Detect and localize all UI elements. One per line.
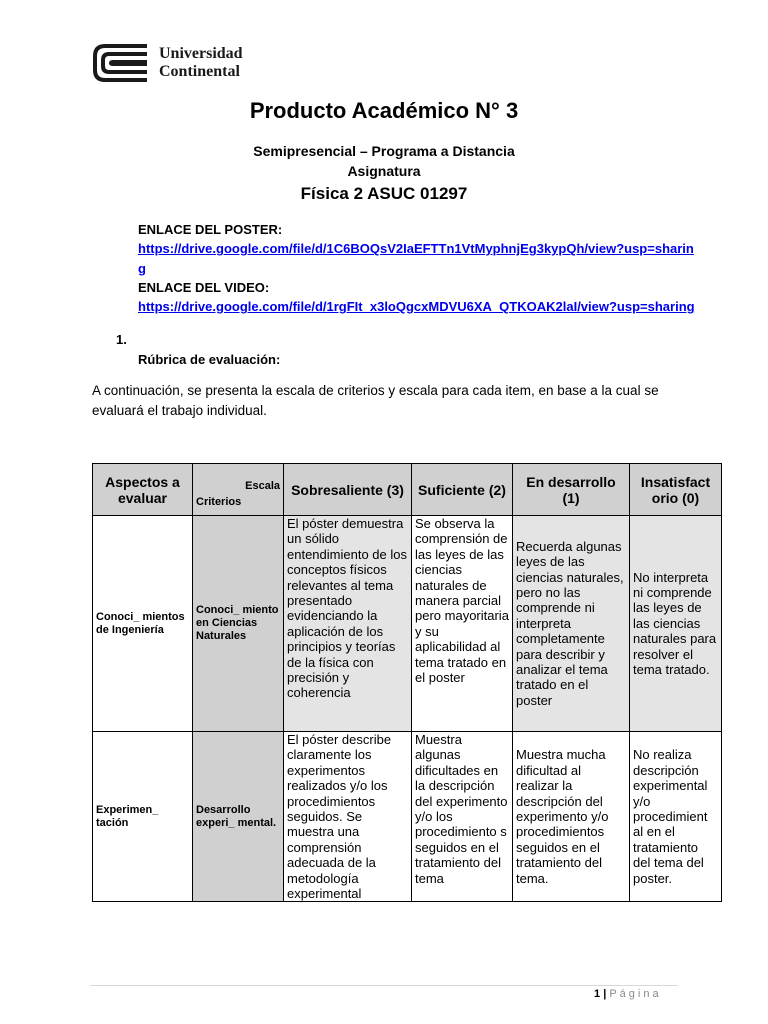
course-name: Física 2 ASUC 01297 — [300, 184, 468, 203]
row-criterion: Conoci_ miento en Ciencias Naturales — [193, 516, 284, 732]
cell-suficiente: Se observa la comprensión de las leyes de las ciencias naturales de manera parcial pero mayoritaria y su aplicabilidad al tema tratado en el poster — [412, 516, 513, 732]
cell-insatisfactorio: No realiza descripción experimental y/o procedimient al en el tratamiento del tema del poster. — [630, 732, 722, 902]
logo-line-2: Continental — [159, 63, 240, 80]
header-insatisfactorio: Insatisfact orio (0) — [630, 464, 722, 516]
university-logo — [91, 42, 251, 84]
subtitle-asignatura: Asignatura — [347, 163, 421, 179]
rubric-table — [92, 463, 722, 902]
header-en-desarrollo: En desarrollo (1) — [513, 464, 630, 516]
row-criterion: Desarrollo experi_ mental. — [193, 732, 284, 902]
header-scale: Escala — [245, 479, 280, 492]
poster-link-label: ENLACE DEL POSTER: — [138, 222, 283, 237]
video-link-label: ENLACE DEL VIDEO: — [138, 279, 270, 295]
university-logo-icon — [91, 42, 151, 84]
page-separator: | — [603, 988, 607, 1000]
header-sobresaliente: Sobresaliente (3) — [284, 464, 412, 516]
header-scale-criteria — [193, 464, 284, 516]
table-row — [93, 516, 722, 732]
header-criteria: Criterios — [196, 495, 242, 508]
row-aspect: Conoci_ mientos de Ingeniería — [93, 516, 193, 732]
document-title: Producto Académico N° 3 — [249, 98, 519, 123]
cell-insatisfactorio: No interpreta ni comprende las leyes de las ciencias naturales para resolver el tema tratado. — [630, 516, 722, 732]
intro-paragraph: A continuación, se presenta la escala de criterios y escala para cada item, en base a la cual se evaluará el trabajo individual. — [92, 383, 659, 418]
cell-sobresaliente: El póster describe claramente los experimentos realizados y/o los procedimientos seguidos. Se muestra una comprensión adecuada de la metodología experimental — [284, 732, 412, 902]
rubric-title: Rúbrica de evaluación: — [138, 352, 281, 367]
video-link[interactable]: https://drive.google.com/file/d/1rgFIt_x3loQgcxMDVU6XA_QTKOAK2laI/view?usp=sharing — [138, 299, 695, 315]
header-suficiente: Suficiente (2) — [412, 464, 513, 516]
poster-link[interactable]: https://drive.google.com/file/d/1C6BOQsV2IaEFTTn1VtMyphnjEg3kypQh/view?usp=sharing — [138, 241, 694, 276]
page-number: 1 — [594, 988, 601, 1000]
subtitle-modality: Semipresencial – Programa a Distancia — [253, 143, 515, 159]
header-aspects: Aspectos a evaluar — [93, 464, 193, 516]
list-number: 1. — [116, 332, 127, 347]
logo-line-1: Universidad — [159, 45, 243, 62]
footer-divider — [90, 985, 678, 986]
row-aspect: Experimen_ tación — [93, 732, 193, 902]
table-row — [93, 732, 722, 902]
cell-suficiente: Muestra algunas dificultades en la descripción del experimento y/o los procedimiento s seguidos en el tratamiento del tema — [412, 732, 513, 902]
table-header-row — [93, 464, 722, 516]
cell-en-desarrollo: Muestra mucha dificultad al realizar la descripción del experimento y/o procedimientos seguidos en el tratamiento del tema. — [513, 732, 630, 902]
cell-en-desarrollo: Recuerda algunas leyes de las ciencias naturales, pero no las comprende ni interpreta completamente para describir y analizar el tema tratado en el poster — [513, 516, 630, 732]
cell-sobresaliente: El póster demuestra un sólido entendimiento de los conceptos físicos relevantes al tema presentado evidenciando la aplicación de los principios y teorías de la física con precisión y coherencia — [284, 516, 412, 732]
page-word: Página — [609, 988, 662, 1000]
page-footer — [594, 988, 662, 1000]
links-block — [138, 220, 698, 316]
